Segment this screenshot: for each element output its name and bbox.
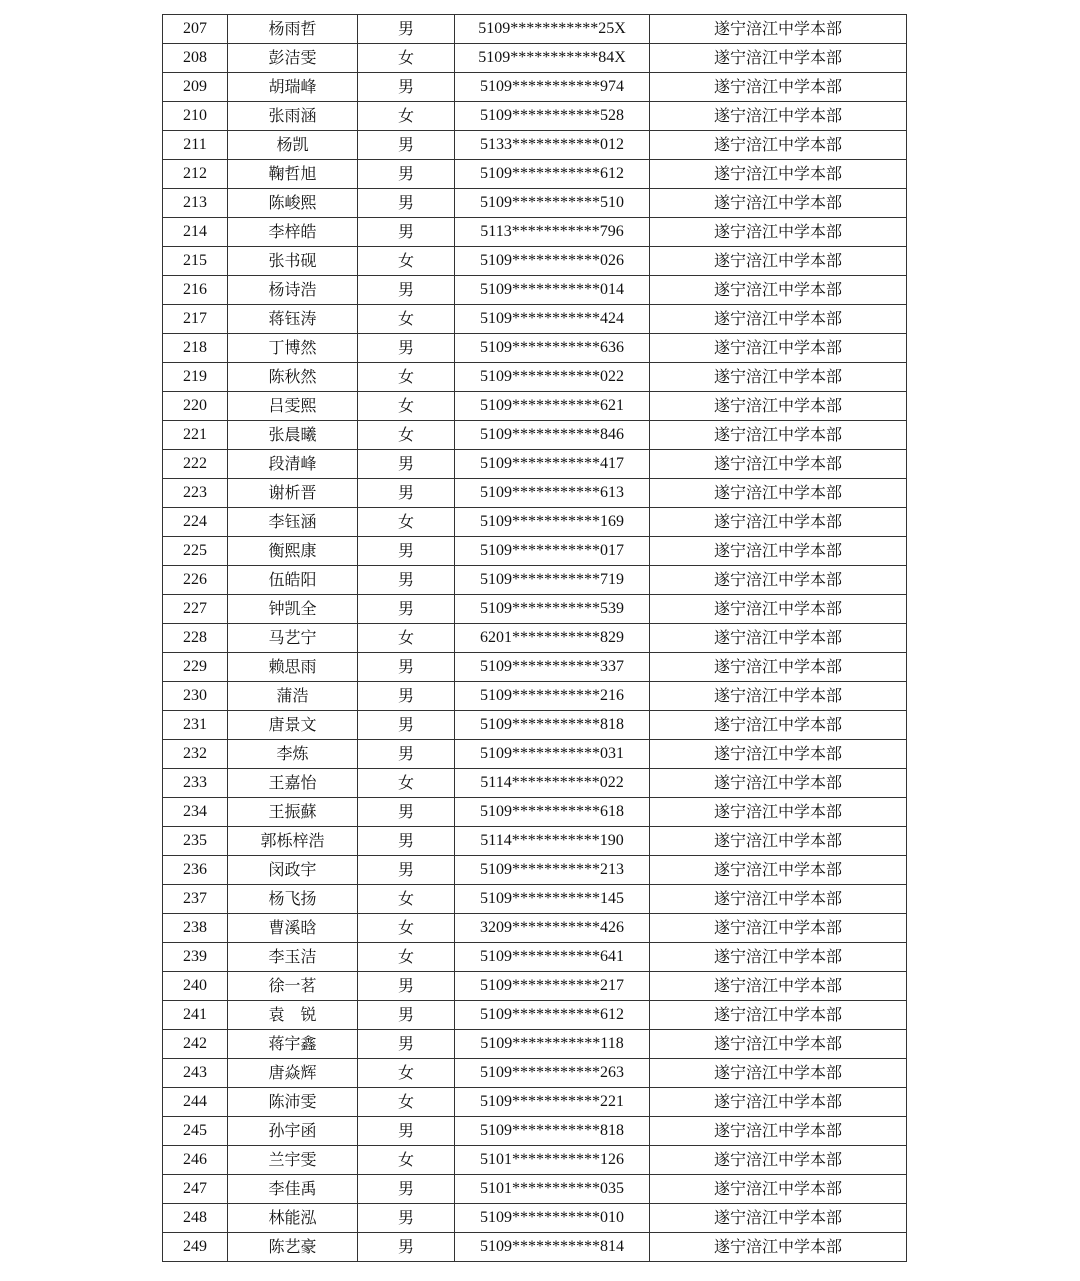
student-gender: 女 xyxy=(358,943,455,972)
school-name: 遂宁涪江中学本部 xyxy=(650,421,907,450)
school-name: 遂宁涪江中学本部 xyxy=(650,595,907,624)
row-number: 235 xyxy=(163,827,228,856)
masked-id-number: 5109***********612 xyxy=(455,160,650,189)
masked-id-number: 5101***********035 xyxy=(455,1175,650,1204)
row-number: 242 xyxy=(163,1030,228,1059)
student-gender: 女 xyxy=(358,885,455,914)
table-row xyxy=(163,218,907,247)
table-row xyxy=(163,1030,907,1059)
masked-id-number: 5109***********017 xyxy=(455,537,650,566)
school-name: 遂宁涪江中学本部 xyxy=(650,1175,907,1204)
student-gender: 男 xyxy=(358,160,455,189)
table-row xyxy=(163,305,907,334)
student-gender: 女 xyxy=(358,769,455,798)
table-row xyxy=(163,1204,907,1233)
row-number: 217 xyxy=(163,305,228,334)
table-row xyxy=(163,1088,907,1117)
masked-id-number: 5109***********031 xyxy=(455,740,650,769)
row-number: 239 xyxy=(163,943,228,972)
row-number: 226 xyxy=(163,566,228,595)
school-name: 遂宁涪江中学本部 xyxy=(650,1059,907,1088)
student-name: 王嘉怡 xyxy=(228,769,358,798)
student-gender: 男 xyxy=(358,653,455,682)
row-number: 209 xyxy=(163,73,228,102)
table-row xyxy=(163,189,907,218)
student-name: 唐景文 xyxy=(228,711,358,740)
row-number: 243 xyxy=(163,1059,228,1088)
student-name: 陈艺豪 xyxy=(228,1233,358,1262)
student-gender: 男 xyxy=(358,595,455,624)
student-name: 丁博然 xyxy=(228,334,358,363)
table-row xyxy=(163,479,907,508)
table-row xyxy=(163,827,907,856)
table-row xyxy=(163,711,907,740)
row-number: 207 xyxy=(163,15,228,44)
school-name: 遂宁涪江中学本部 xyxy=(650,885,907,914)
masked-id-number: 6201***********829 xyxy=(455,624,650,653)
masked-id-number: 5109***********417 xyxy=(455,450,650,479)
masked-id-number: 5109***********216 xyxy=(455,682,650,711)
student-gender: 女 xyxy=(358,102,455,131)
student-gender: 男 xyxy=(358,73,455,102)
student-name: 吕雯熙 xyxy=(228,392,358,421)
school-name: 遂宁涪江中学本部 xyxy=(650,334,907,363)
table-row xyxy=(163,1001,907,1030)
student-gender: 女 xyxy=(358,624,455,653)
student-roster-table xyxy=(162,14,907,1262)
masked-id-number: 5109***********814 xyxy=(455,1233,650,1262)
school-name: 遂宁涪江中学本部 xyxy=(650,276,907,305)
student-gender: 男 xyxy=(358,334,455,363)
school-name: 遂宁涪江中学本部 xyxy=(650,305,907,334)
student-gender: 男 xyxy=(358,1175,455,1204)
student-gender: 男 xyxy=(358,1030,455,1059)
school-name: 遂宁涪江中学本部 xyxy=(650,682,907,711)
row-number: 233 xyxy=(163,769,228,798)
school-name: 遂宁涪江中学本部 xyxy=(650,73,907,102)
student-name: 李梓皓 xyxy=(228,218,358,247)
student-gender: 男 xyxy=(358,798,455,827)
masked-id-number: 5133***********012 xyxy=(455,131,650,160)
student-name: 彭洁雯 xyxy=(228,44,358,73)
student-name: 张书砚 xyxy=(228,247,358,276)
student-name: 张晨曦 xyxy=(228,421,358,450)
table-row xyxy=(163,15,907,44)
masked-id-number: 5114***********022 xyxy=(455,769,650,798)
school-name: 遂宁涪江中学本部 xyxy=(650,160,907,189)
school-name: 遂宁涪江中学本部 xyxy=(650,363,907,392)
student-gender: 男 xyxy=(358,972,455,1001)
student-name: 张雨涵 xyxy=(228,102,358,131)
student-gender: 女 xyxy=(358,508,455,537)
masked-id-number: 5109***********25X xyxy=(455,15,650,44)
student-name: 蒋钰涛 xyxy=(228,305,358,334)
table-row xyxy=(163,537,907,566)
row-number: 210 xyxy=(163,102,228,131)
masked-id-number: 5109***********818 xyxy=(455,1117,650,1146)
table-row xyxy=(163,653,907,682)
student-name: 马艺宁 xyxy=(228,624,358,653)
student-gender: 男 xyxy=(358,189,455,218)
student-name: 衡熙康 xyxy=(228,537,358,566)
student-name: 郭栎梓浩 xyxy=(228,827,358,856)
table-row xyxy=(163,363,907,392)
masked-id-number: 5109***********974 xyxy=(455,73,650,102)
student-name: 段清峰 xyxy=(228,450,358,479)
student-gender: 男 xyxy=(358,276,455,305)
row-number: 224 xyxy=(163,508,228,537)
student-name: 陈秋然 xyxy=(228,363,358,392)
school-name: 遂宁涪江中学本部 xyxy=(650,856,907,885)
row-number: 236 xyxy=(163,856,228,885)
student-name: 陈沛雯 xyxy=(228,1088,358,1117)
masked-id-number: 5109***********539 xyxy=(455,595,650,624)
roster-body xyxy=(163,15,907,1262)
school-name: 遂宁涪江中学本部 xyxy=(650,653,907,682)
masked-id-number: 5109***********510 xyxy=(455,189,650,218)
row-number: 246 xyxy=(163,1146,228,1175)
student-name: 赖思雨 xyxy=(228,653,358,682)
row-number: 215 xyxy=(163,247,228,276)
row-number: 228 xyxy=(163,624,228,653)
masked-id-number: 5109***********026 xyxy=(455,247,650,276)
student-gender: 男 xyxy=(358,566,455,595)
row-number: 248 xyxy=(163,1204,228,1233)
school-name: 遂宁涪江中学本部 xyxy=(650,1088,907,1117)
student-name: 袁 锐 xyxy=(228,1001,358,1030)
masked-id-number: 5109***********818 xyxy=(455,711,650,740)
school-name: 遂宁涪江中学本部 xyxy=(650,624,907,653)
masked-id-number: 5109***********263 xyxy=(455,1059,650,1088)
school-name: 遂宁涪江中学本部 xyxy=(650,711,907,740)
student-name: 李玉洁 xyxy=(228,943,358,972)
student-gender: 女 xyxy=(358,421,455,450)
student-gender: 男 xyxy=(358,682,455,711)
row-number: 216 xyxy=(163,276,228,305)
masked-id-number: 5109***********022 xyxy=(455,363,650,392)
table-row xyxy=(163,798,907,827)
student-gender: 男 xyxy=(358,827,455,856)
student-gender: 男 xyxy=(358,740,455,769)
row-number: 227 xyxy=(163,595,228,624)
school-name: 遂宁涪江中学本部 xyxy=(650,537,907,566)
student-name: 伍皓阳 xyxy=(228,566,358,595)
school-name: 遂宁涪江中学本部 xyxy=(650,798,907,827)
school-name: 遂宁涪江中学本部 xyxy=(650,15,907,44)
student-gender: 女 xyxy=(358,363,455,392)
row-number: 214 xyxy=(163,218,228,247)
school-name: 遂宁涪江中学本部 xyxy=(650,769,907,798)
row-number: 247 xyxy=(163,1175,228,1204)
roster-sheet xyxy=(162,14,906,1262)
student-name: 鞠哲旭 xyxy=(228,160,358,189)
student-name: 闵政宇 xyxy=(228,856,358,885)
row-number: 229 xyxy=(163,653,228,682)
masked-id-number: 5109***********636 xyxy=(455,334,650,363)
row-number: 222 xyxy=(163,450,228,479)
student-gender: 男 xyxy=(358,450,455,479)
row-number: 213 xyxy=(163,189,228,218)
school-name: 遂宁涪江中学本部 xyxy=(650,218,907,247)
row-number: 245 xyxy=(163,1117,228,1146)
row-number: 231 xyxy=(163,711,228,740)
row-number: 240 xyxy=(163,972,228,1001)
row-number: 211 xyxy=(163,131,228,160)
table-row xyxy=(163,73,907,102)
school-name: 遂宁涪江中学本部 xyxy=(650,102,907,131)
row-number: 221 xyxy=(163,421,228,450)
student-name: 蒲浩 xyxy=(228,682,358,711)
student-name: 杨凯 xyxy=(228,131,358,160)
school-name: 遂宁涪江中学本部 xyxy=(650,943,907,972)
student-name: 唐焱辉 xyxy=(228,1059,358,1088)
student-gender: 男 xyxy=(358,1001,455,1030)
masked-id-number: 5109***********528 xyxy=(455,102,650,131)
student-name: 王振蘇 xyxy=(228,798,358,827)
masked-id-number: 5109***********217 xyxy=(455,972,650,1001)
masked-id-number: 5101***********126 xyxy=(455,1146,650,1175)
table-row xyxy=(163,566,907,595)
row-number: 212 xyxy=(163,160,228,189)
student-name: 李炼 xyxy=(228,740,358,769)
school-name: 遂宁涪江中学本部 xyxy=(650,1117,907,1146)
masked-id-number: 5109***********641 xyxy=(455,943,650,972)
student-name: 钟凯全 xyxy=(228,595,358,624)
table-row xyxy=(163,160,907,189)
table-row xyxy=(163,1233,907,1262)
row-number: 232 xyxy=(163,740,228,769)
school-name: 遂宁涪江中学本部 xyxy=(650,1030,907,1059)
school-name: 遂宁涪江中学本部 xyxy=(650,914,907,943)
student-gender: 男 xyxy=(358,131,455,160)
student-name: 杨飞扬 xyxy=(228,885,358,914)
student-gender: 男 xyxy=(358,15,455,44)
table-row xyxy=(163,1059,907,1088)
school-name: 遂宁涪江中学本部 xyxy=(650,44,907,73)
row-number: 249 xyxy=(163,1233,228,1262)
table-row xyxy=(163,334,907,363)
student-name: 李佳禹 xyxy=(228,1175,358,1204)
student-gender: 男 xyxy=(358,1117,455,1146)
masked-id-number: 5114***********190 xyxy=(455,827,650,856)
school-name: 遂宁涪江中学本部 xyxy=(650,827,907,856)
table-row xyxy=(163,769,907,798)
table-row xyxy=(163,856,907,885)
table-row xyxy=(163,885,907,914)
masked-id-number: 5109***********169 xyxy=(455,508,650,537)
masked-id-number: 5109***********84X xyxy=(455,44,650,73)
student-gender: 女 xyxy=(358,1146,455,1175)
table-row xyxy=(163,972,907,1001)
masked-id-number: 3209***********426 xyxy=(455,914,650,943)
school-name: 遂宁涪江中学本部 xyxy=(650,566,907,595)
row-number: 225 xyxy=(163,537,228,566)
masked-id-number: 5109***********846 xyxy=(455,421,650,450)
table-row xyxy=(163,1146,907,1175)
school-name: 遂宁涪江中学本部 xyxy=(650,1001,907,1030)
student-name: 胡瑞峰 xyxy=(228,73,358,102)
school-name: 遂宁涪江中学本部 xyxy=(650,1146,907,1175)
table-row xyxy=(163,276,907,305)
row-number: 244 xyxy=(163,1088,228,1117)
student-name: 徐一茗 xyxy=(228,972,358,1001)
row-number: 234 xyxy=(163,798,228,827)
school-name: 遂宁涪江中学本部 xyxy=(650,392,907,421)
school-name: 遂宁涪江中学本部 xyxy=(650,508,907,537)
row-number: 208 xyxy=(163,44,228,73)
row-number: 218 xyxy=(163,334,228,363)
row-number: 223 xyxy=(163,479,228,508)
masked-id-number: 5109***********424 xyxy=(455,305,650,334)
table-row xyxy=(163,102,907,131)
student-name: 陈峻熙 xyxy=(228,189,358,218)
masked-id-number: 5109***********337 xyxy=(455,653,650,682)
masked-id-number: 5109***********145 xyxy=(455,885,650,914)
row-number: 238 xyxy=(163,914,228,943)
masked-id-number: 5109***********014 xyxy=(455,276,650,305)
student-gender: 女 xyxy=(358,247,455,276)
row-number: 230 xyxy=(163,682,228,711)
masked-id-number: 5109***********719 xyxy=(455,566,650,595)
school-name: 遂宁涪江中学本部 xyxy=(650,1233,907,1262)
student-name: 杨诗浩 xyxy=(228,276,358,305)
student-gender: 男 xyxy=(358,537,455,566)
table-row xyxy=(163,914,907,943)
student-gender: 女 xyxy=(358,1088,455,1117)
masked-id-number: 5109***********213 xyxy=(455,856,650,885)
student-gender: 男 xyxy=(358,218,455,247)
student-gender: 男 xyxy=(358,1233,455,1262)
row-number: 219 xyxy=(163,363,228,392)
school-name: 遂宁涪江中学本部 xyxy=(650,189,907,218)
student-gender: 女 xyxy=(358,44,455,73)
student-gender: 女 xyxy=(358,914,455,943)
table-row xyxy=(163,450,907,479)
student-name: 林能泓 xyxy=(228,1204,358,1233)
table-row xyxy=(163,131,907,160)
table-row xyxy=(163,247,907,276)
table-row xyxy=(163,392,907,421)
masked-id-number: 5109***********612 xyxy=(455,1001,650,1030)
school-name: 遂宁涪江中学本部 xyxy=(650,740,907,769)
student-gender: 男 xyxy=(358,479,455,508)
row-number: 237 xyxy=(163,885,228,914)
masked-id-number: 5109***********621 xyxy=(455,392,650,421)
table-row xyxy=(163,1175,907,1204)
masked-id-number: 5109***********618 xyxy=(455,798,650,827)
table-row xyxy=(163,943,907,972)
table-row xyxy=(163,595,907,624)
table-row xyxy=(163,740,907,769)
student-gender: 男 xyxy=(358,856,455,885)
school-name: 遂宁涪江中学本部 xyxy=(650,1204,907,1233)
student-gender: 男 xyxy=(358,1204,455,1233)
student-gender: 女 xyxy=(358,305,455,334)
school-name: 遂宁涪江中学本部 xyxy=(650,972,907,1001)
masked-id-number: 5109***********613 xyxy=(455,479,650,508)
school-name: 遂宁涪江中学本部 xyxy=(650,131,907,160)
table-row xyxy=(163,44,907,73)
table-row xyxy=(163,508,907,537)
masked-id-number: 5109***********010 xyxy=(455,1204,650,1233)
student-name: 孙宇函 xyxy=(228,1117,358,1146)
student-name: 曹溪晗 xyxy=(228,914,358,943)
table-row xyxy=(163,1117,907,1146)
table-row xyxy=(163,624,907,653)
student-name: 李钰涵 xyxy=(228,508,358,537)
table-row xyxy=(163,421,907,450)
student-name: 蒋宇鑫 xyxy=(228,1030,358,1059)
row-number: 241 xyxy=(163,1001,228,1030)
masked-id-number: 5113***********796 xyxy=(455,218,650,247)
school-name: 遂宁涪江中学本部 xyxy=(650,479,907,508)
student-name: 兰宇雯 xyxy=(228,1146,358,1175)
school-name: 遂宁涪江中学本部 xyxy=(650,247,907,276)
masked-id-number: 5109***********221 xyxy=(455,1088,650,1117)
student-gender: 男 xyxy=(358,711,455,740)
student-gender: 女 xyxy=(358,392,455,421)
student-name: 杨雨哲 xyxy=(228,15,358,44)
school-name: 遂宁涪江中学本部 xyxy=(650,450,907,479)
student-gender: 女 xyxy=(358,1059,455,1088)
table-row xyxy=(163,682,907,711)
masked-id-number: 5109***********118 xyxy=(455,1030,650,1059)
row-number: 220 xyxy=(163,392,228,421)
student-name: 谢析晋 xyxy=(228,479,358,508)
